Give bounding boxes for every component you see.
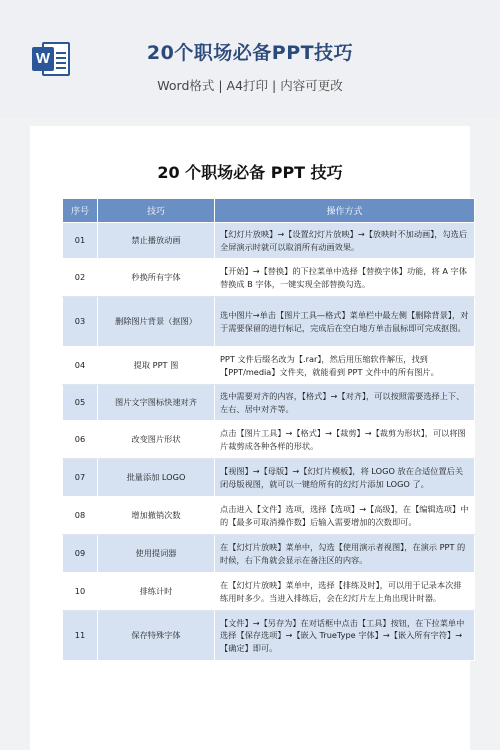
row-skill: 批量添加 LOGO xyxy=(98,459,215,497)
column-header-skill: 技巧 xyxy=(98,199,215,223)
table-body xyxy=(63,223,475,661)
row-number: 10 xyxy=(63,573,98,611)
row-number: 01 xyxy=(63,223,98,259)
row-operation: 【视图】→【母版】→【幻灯片模板】，将 LOGO 放在合适位置后关闭母版视图，就可以一键给所有的幻灯片添加 LOGO 了。 xyxy=(215,459,475,497)
table-row xyxy=(63,421,475,459)
row-operation: 【开始】→【替换】的下拉菜单中选择【替换字体】功能，将 A 字体替换成 B 字体，一键实现全部替换勾选。 xyxy=(215,259,475,297)
row-skill: 排练计时 xyxy=(98,573,215,611)
document-title: 20 个职场必备 PPT 技巧 xyxy=(157,163,343,182)
row-skill: 秒换所有字体 xyxy=(98,259,215,297)
table-row xyxy=(63,459,475,497)
word-icon-letter: W xyxy=(32,47,54,71)
page-title: 20个职场必备PPT技巧 xyxy=(146,42,354,64)
row-operation: 【文件】→【另存为】在对话框中点击【工具】按钮，在下拉菜单中选择【保存选项】→【嵌入 TrueType 字体】→【嵌入所有字符】→【确定】即可。 xyxy=(215,611,475,661)
table-row xyxy=(63,347,475,385)
row-number: 04 xyxy=(63,347,98,385)
row-operation: 点击【图片工具】→【格式】→【裁剪】→【裁剪为形状】，可以将图片裁剪成各种各样的形状。 xyxy=(215,421,475,459)
row-skill: 保存特殊字体 xyxy=(98,611,215,661)
row-operation: 选中需要对齐的内容，【格式】→【对齐】，可以按照需要选择上下、左右、居中对齐等。 xyxy=(215,385,475,421)
row-number: 07 xyxy=(63,459,98,497)
row-operation: 点击进入【文件】选项，选择【选项】→【高级】，在【编辑选项】中的【最多可取消操作数】后输入需要增加的次数即可。 xyxy=(215,497,475,535)
row-number: 05 xyxy=(63,385,98,421)
row-skill: 使用提词器 xyxy=(98,535,215,573)
row-skill: 禁止播放动画 xyxy=(98,223,215,259)
document-preview xyxy=(30,126,470,750)
row-operation: PPT 文件后缀名改为【.rar】，然后用压缩软件解压，找到【PPT/media】文件夹，就能看到 PPT 文件中的所有图片。 xyxy=(215,347,475,385)
table-row xyxy=(63,385,475,421)
row-number: 03 xyxy=(63,297,98,347)
table-row xyxy=(63,297,475,347)
row-number: 11 xyxy=(63,611,98,661)
row-number: 02 xyxy=(63,259,98,297)
row-skill: 图片文字图标快速对齐 xyxy=(98,385,215,421)
column-header-number: 序号 xyxy=(63,199,98,223)
row-number: 09 xyxy=(63,535,98,573)
table-row xyxy=(63,259,475,297)
table-row xyxy=(63,573,475,611)
row-skill: 改变图片形状 xyxy=(98,421,215,459)
table-row xyxy=(63,611,475,661)
table-row xyxy=(63,223,475,259)
row-operation: 【幻灯片放映】→【设置幻灯片放映】→【放映时不加动画】，勾选后全屏演示时就可以取消所有动画效果。 xyxy=(215,223,475,259)
table-row xyxy=(63,535,475,573)
row-operation: 在【幻灯片放映】菜单中，选择【排练及时】，可以用于记录本次排练用时多少。当进入排练后，会在幻灯片左上角出现计时器。 xyxy=(215,573,475,611)
tips-table xyxy=(62,198,475,661)
table-row xyxy=(63,497,475,535)
column-header-operation: 操作方式 xyxy=(215,199,475,223)
row-skill: 删除图片背景（抠图） xyxy=(98,297,215,347)
page-subtitle: Word格式 | A4打印 | 内容可更改 xyxy=(157,78,343,93)
row-operation: 在【幻灯片放映】菜单中，勾选【使用演示者视图】，在演示 PPT 的时候，右下角就会显示在备注区的内容。 xyxy=(215,535,475,573)
row-skill: 提取 PPT 图 xyxy=(98,347,215,385)
row-skill: 增加撤销次数 xyxy=(98,497,215,535)
page-header xyxy=(0,0,500,118)
row-operation: 选中图片→单击【图片工具—格式】菜单栏中最左侧【删除背景】，对于需要保留的进行标记，完成后在空白地方单击鼠标即可完成抠图。 xyxy=(215,297,475,347)
table-header-row xyxy=(63,199,475,223)
row-number: 08 xyxy=(63,497,98,535)
row-number: 06 xyxy=(63,421,98,459)
